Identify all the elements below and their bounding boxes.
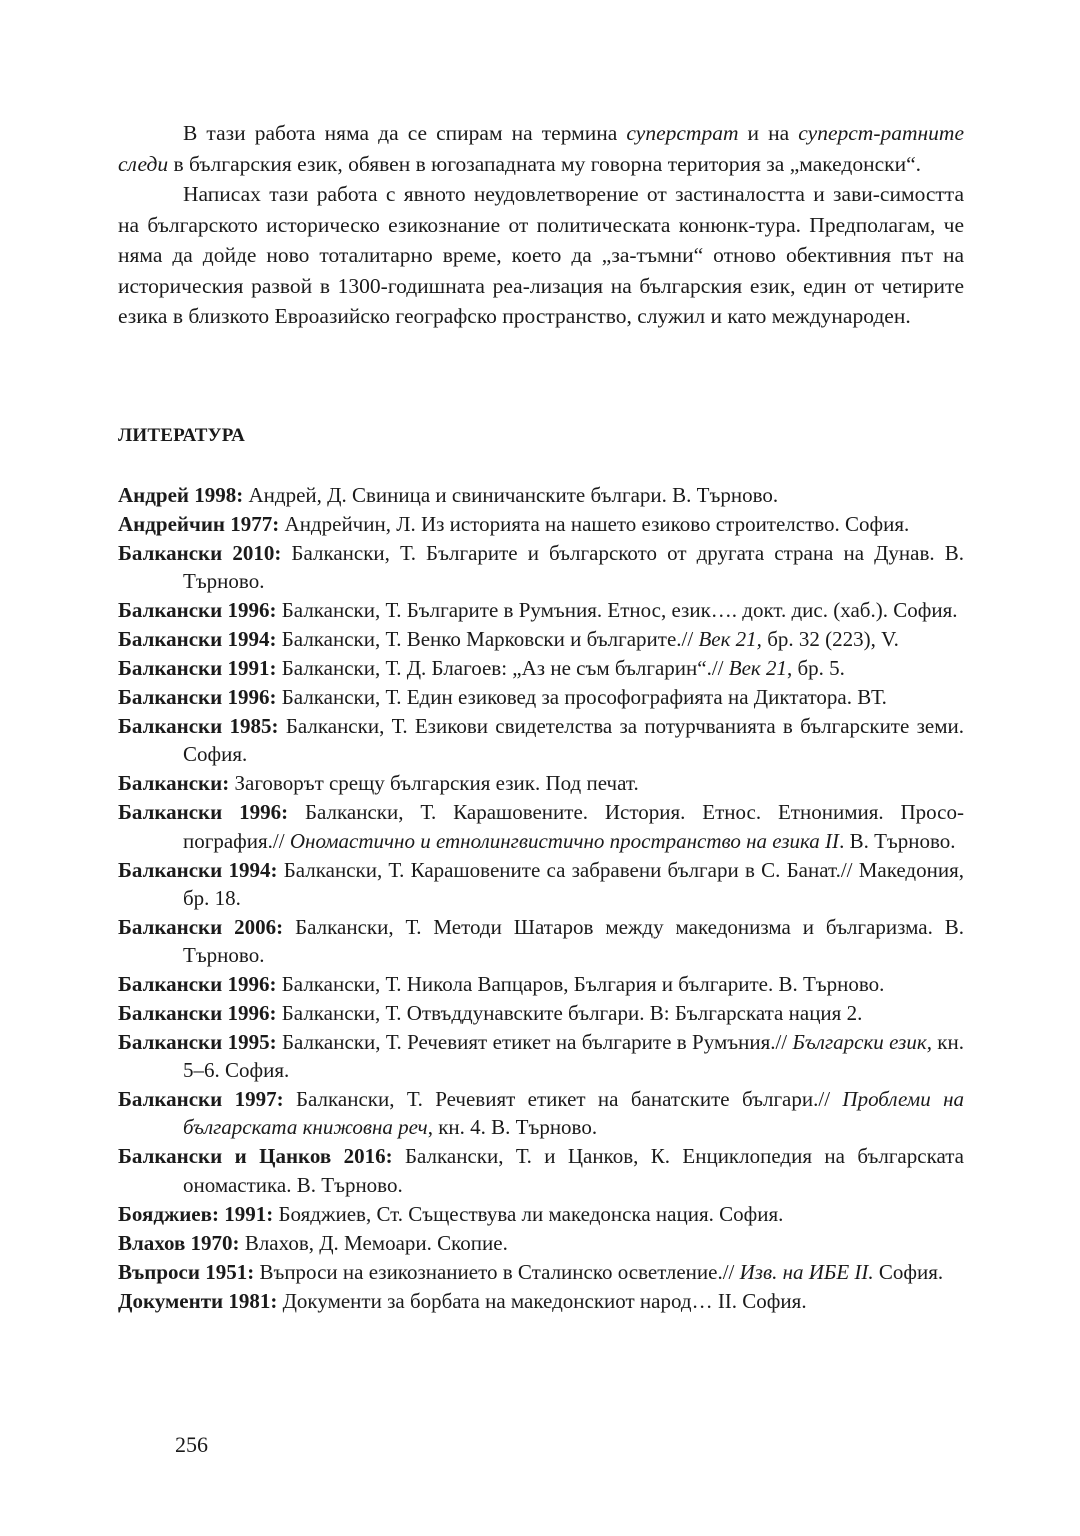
- page-number: 256: [175, 1432, 208, 1457]
- reference-item: Андрей 1998: Андрей, Д. Свиница и свиничанските българи. В. Търново.: [118, 483, 779, 507]
- reference-item: Балкански 2006: Балкански, Т. Методи Шатаров между македонизма и българизма. В. Търново.: [118, 914, 964, 968]
- reference-item: Балкански 1991: Балкански, Т. Д. Благоев: „Аз не съм българин“.// Век 21, бр. 5.: [118, 656, 845, 681]
- body-text: [118, 118, 964, 332]
- reference-item: Балкански 1996: Балкански, Т. Един езиковед за прософографията на Диктатора. ВТ.: [118, 685, 887, 710]
- paragraph-2: Написах тази работа с явното неудовлетворение от застиналостта и зави-симостта на българското историческо езикознание от политическата конюнк-тура. Предполагам, че няма да дойде ново тоталитарно време, което да „за-тъмни“ отново обективния път на историческия развой в 1300-годишната реа-лизация на българския език, един от четирите езика в близкото Евроазийско географско пространство, служил и като международен.: [118, 182, 964, 328]
- reference-list: [118, 481, 964, 1316]
- reference-item: Балкански 1994: Балкански, Т. Венко Марковски и българите.// Век 21, бр. 32 (223), V.: [118, 627, 899, 652]
- reference-item: Балкански 1996: Балкански, Т. Българите в Румъния. Етнос, език…. докт. дис. (хаб.). София.: [118, 598, 958, 623]
- reference-item: Балкански 1996: Балкански, Т. Отвъддунавските българи. В: Българската нация 2.: [118, 1001, 863, 1026]
- reference-item: Влахов 1970: Влахов, Д. Мемоари. Скопие.: [118, 1230, 508, 1255]
- reference-item: Андрейчин 1977: Андрейчин, Л. Из историята на нашето езиково строителство. София.: [118, 512, 910, 536]
- reference-item: Балкански 1996: Балкански, Т. Никола Вапцаров, България и българите. В. Търново.: [118, 972, 885, 997]
- reference-item: Балкански 1994: Балкански, Т. Карашовените са забравени българи в С. Банат.// Македония, бр. 18.: [118, 857, 965, 910]
- reference-item: Балкански: Заговорът срещу българския език. Под печат.: [118, 771, 639, 796]
- reference-item: Балкански и Цанков 2016: Балкански, Т. и Цанков, К. Енциклопедия на българската ономастика. В. Търново.: [118, 1144, 964, 1197]
- section-heading: ЛИТЕРАТУРА: [118, 425, 246, 446]
- term-superstrat-traces: суперст-ратните следи: [118, 121, 964, 176]
- reference-item: Документи 1981: Документи за борбата на македонскиот народ… II. София.: [118, 1288, 807, 1313]
- reference-item: Балкански 2010: Балкански, Т. Българите и българското от другата страна на Дунав. В. Търново.: [118, 541, 964, 594]
- reference-item: Балкански 1995: Балкански, Т. Речевият етикет на българите в Румъния.// Български език, кн. 5–6. София.: [118, 1030, 964, 1083]
- paragraph-1: В тази работа няма да се спирам на термина суперстрат и на суперст-ратните следи в българския език, обявен в югозападната му говорна територия за „македонски“.: [118, 121, 964, 176]
- reference-item: Балкански 1985: Балкански, Т. Езикови свидетелства за потурчванията в българските земи. София.: [118, 714, 964, 767]
- reference-item: Балкански 1997: Балкански, Т. Речевият етикет на банатските българи.// Проблеми на българската книжовна реч, кн. 4. В. Търново.: [118, 1087, 964, 1140]
- term-superstrat: суперстрат: [626, 121, 739, 145]
- reference-item: Въпроси 1951: Въпроси на езикознанието в Сталинско осветление.// Изв. на ИБЕ II. София.: [118, 1259, 944, 1284]
- reference-item: Балкански 1996: Балкански, Т. Карашовените. История. Етнос. Етнонимия. Просо-пография.// Ономастично и етнолингвистично пространство на езика II. В. Търново.: [118, 800, 964, 853]
- reference-item: Бояджиев: 1991: Бояджиев, Ст. Съществува ли македонска нация. София.: [118, 1201, 784, 1226]
